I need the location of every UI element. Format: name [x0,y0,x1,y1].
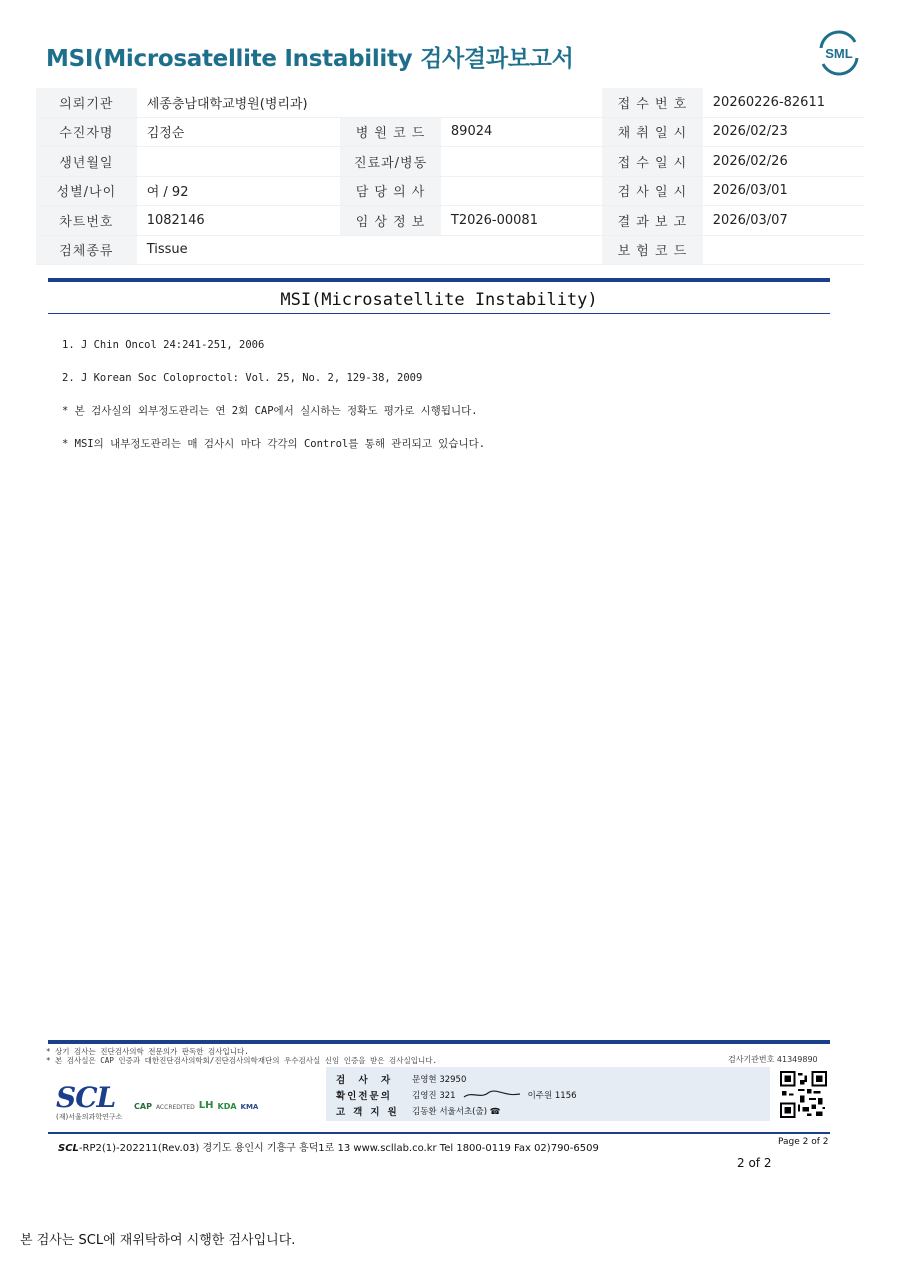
page-of-label: Page 2 of 2 [778,1137,829,1147]
patient-info-table [36,88,864,265]
references [62,318,485,461]
field-label: 임 상 정 보 [340,206,441,236]
field-value [441,176,602,206]
section-title-underline [48,313,830,314]
field-value: 세종충남대학교병원(병리과) [137,88,602,117]
field-value: 2026/02/26 [703,147,864,177]
field-label: 접 수 일 시 [602,147,703,177]
field-value: Tissue [137,235,602,265]
reference-line: 1. J Chin Oncol 24:241-251, 2006 [62,339,265,351]
kma-badge: KMA [240,1103,259,1111]
field-label: 병 원 코 드 [340,117,441,147]
field-value: T2026-00081 [441,206,602,236]
field-label: 보 험 코 드 [602,235,703,265]
footer-divider [48,1040,830,1044]
signer-row: 검 사 자 문영현 32950 [336,1075,467,1086]
registration-number: 검사기관번호 41349890 [728,1055,818,1064]
signature-image [462,1089,522,1101]
field-label: 의뢰기관 [36,88,137,117]
lh-badge: LH [198,1100,214,1111]
field-label: 결 과 보 고 [602,206,703,236]
reference-line: * 본 검사실의 외부정도관리는 연 2회 CAP에서 실시하는 정확도 평가로 시행됩니다. [62,405,478,417]
field-label: 수진자명 [36,117,137,147]
field-value: 20260226-82611 [703,88,864,117]
scl-logo: SCL (재)서울의과학연구소 [56,1081,126,1122]
field-label: 진료과/병동 [340,147,441,177]
field-label: 채 취 일 시 [602,117,703,147]
field-label: 성별/나이 [36,176,137,206]
field-label: 담 당 의 사 [340,176,441,206]
cap-accredited-badge: ACCREDITED [155,1104,195,1111]
footer-note: * 본 검사실은 CAP 인증과 대한진단검사의학회/진단검사의학재단의 우수검사실 신임 인증을 받은 검사실입니다. [46,1056,438,1065]
logo-text: SML [825,46,853,61]
info-row [36,206,864,236]
field-value: 1082146 [137,206,340,236]
field-label: 차트번호 [36,206,137,236]
lab-name: (재)서울의과학연구소 [56,1113,123,1121]
reference-line: * MSI의 내부정도관리는 매 검사시 마다 각각의 Control를 통해 관리되고 있습니다. [62,438,486,450]
outsourcing-notice: 본 검사는 SCL에 재위탁하여 시행한 검사입니다. [20,1233,296,1248]
cap-badge: CAP [134,1102,152,1111]
info-row [36,235,864,265]
signer-row: 확인전문의 김영진 321 이주원 1156 [336,1091,577,1102]
field-value: 여 / 92 [137,176,340,206]
field-label: 접 수 번 호 [602,88,703,117]
field-value [137,147,340,177]
section-title: MSI(Microsatellite Instability) [280,290,598,310]
footer-bottom-line [48,1132,830,1134]
sml-logo [815,30,863,76]
field-label: 검 사 일 시 [602,176,703,206]
info-row [36,147,864,177]
field-label: 검체종류 [36,235,137,265]
certification-logos [134,1100,258,1111]
info-row [36,176,864,206]
reference-line: 2. J Korean Soc Coloproctol: Vol. 25, No. 2, 129-38, 2009 [62,372,423,384]
page-number: 2 of 2 [737,1156,772,1170]
info-row [36,88,864,117]
field-value: 2026/03/07 [703,206,864,236]
section-divider-top [48,278,830,282]
field-value: 김정순 [137,117,340,147]
field-value [703,235,864,265]
field-value: 2026/02/23 [703,117,864,147]
kda-badge: KDA [217,1102,237,1111]
info-row [36,117,864,147]
field-value [441,147,602,177]
qr-code-icon [780,1071,827,1118]
footer-note: * 상기 검사는 진단검사의학 전문의가 판독한 검사입니다. [46,1047,249,1056]
lab-address: SCL-RP2(1)-202211(Rev.03) 경기도 용인시 기흥구 흥덕1로 13 www.scllab.co.kr Tel 1800-0119 Fax 02)790-6509 [58,1143,599,1154]
report-title: MSI(Microsatellite Instability 검사결과보고서 [46,46,574,72]
field-value: 2026/03/01 [703,176,864,206]
signer-row: 고객지원 김동환 서울서초(출) ☎ [336,1107,501,1118]
field-label: 생년월일 [36,147,137,177]
field-value: 89024 [441,117,602,147]
